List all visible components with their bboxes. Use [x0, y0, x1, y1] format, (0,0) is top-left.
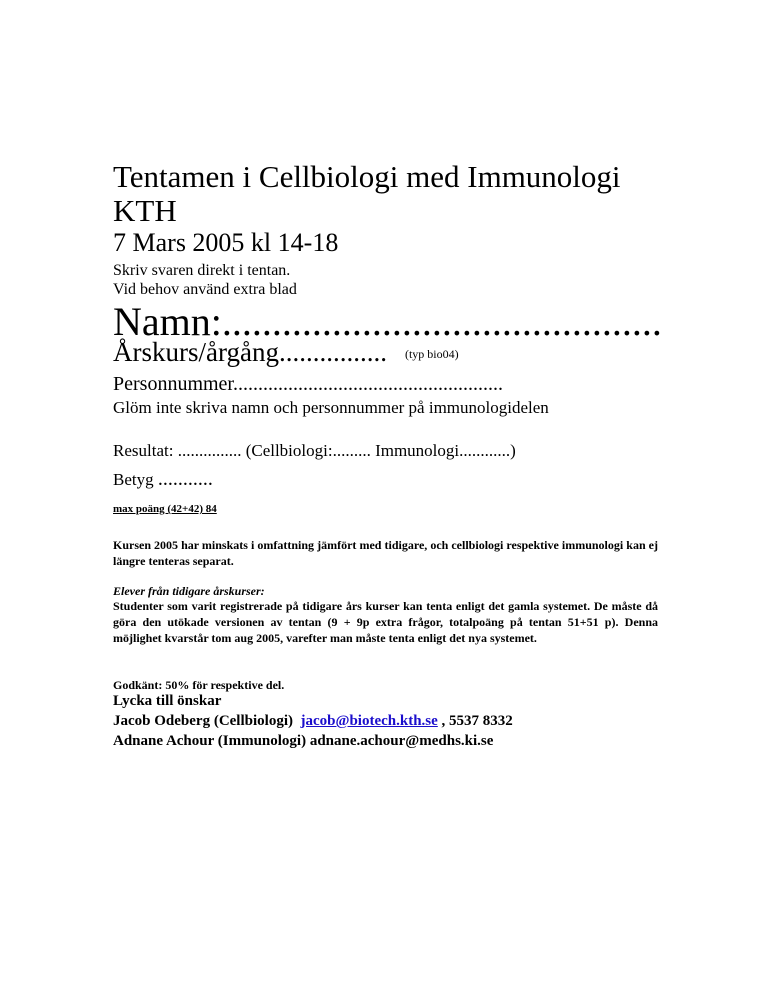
contact-jacob-name: Jacob Odeberg (Cellbiologi) — [113, 713, 293, 729]
year-field-label: Årskurs/årgång................ — [113, 337, 387, 367]
year-field-hint: (typ bio04) — [404, 347, 459, 361]
year-field — [113, 336, 459, 370]
personal-number-field: Personnummer...................................................... — [113, 373, 503, 395]
grade-dots: ........... — [157, 468, 213, 490]
contact-jacob-email-link[interactable]: jacob@biotech.kth.se — [300, 713, 438, 729]
contact-adnane: Adnane Achour (Immunologi) adnane.achour@medhs.ki.se — [113, 733, 494, 749]
exam-institution: KTH — [113, 193, 177, 228]
exam-title: Tentamen i Cellbiologi med Immunologi — [113, 159, 621, 194]
greeting: Lycka till önskar — [113, 693, 222, 709]
instruction-line-1: Skriv svaren direkt i tentan. — [113, 262, 291, 279]
result-field: Resultat: ............... (Cellbiologi:......... Immunologi............) — [113, 441, 516, 460]
max-points: max poäng (42+42) 84 — [113, 503, 217, 515]
pass-criteria: Godkänt: 50% för respektive del. — [113, 678, 285, 692]
exam-date: 7 Mars 2005 kl 14-18 — [113, 228, 339, 257]
name-field: Namn:............................................ — [113, 299, 662, 344]
reminder-text: Glöm inte skriva namn och personnummer på immunologidelen — [113, 398, 549, 417]
previous-students-text: Studenter som varit registrerade på tidigare års kurser kan tenta enligt det gamla systemet. De måste då göra den utökade versionen av tentan (9 + 9p extra frågor, totalpoäng på tentan 51+51 p). Denna möjlighet kvarstår tom aug 2005, varefter man måste tenta enligt det nya systemet. — [113, 599, 658, 645]
contact-jacob — [113, 712, 513, 730]
grade-field — [113, 468, 213, 491]
previous-students-heading: Elever från tidigare årskurser: — [113, 584, 265, 598]
instruction-line-2: Vid behov använd extra blad — [113, 281, 297, 298]
grade-label: Betyg — [113, 470, 154, 489]
contact-jacob-phone: , 5537 8332 — [441, 713, 513, 729]
course-note: Kursen 2005 har minskats i omfattning jämfört med tidigare, och cellbiologi respektive immunologi kan ej längre tenteras separat. — [113, 538, 658, 568]
